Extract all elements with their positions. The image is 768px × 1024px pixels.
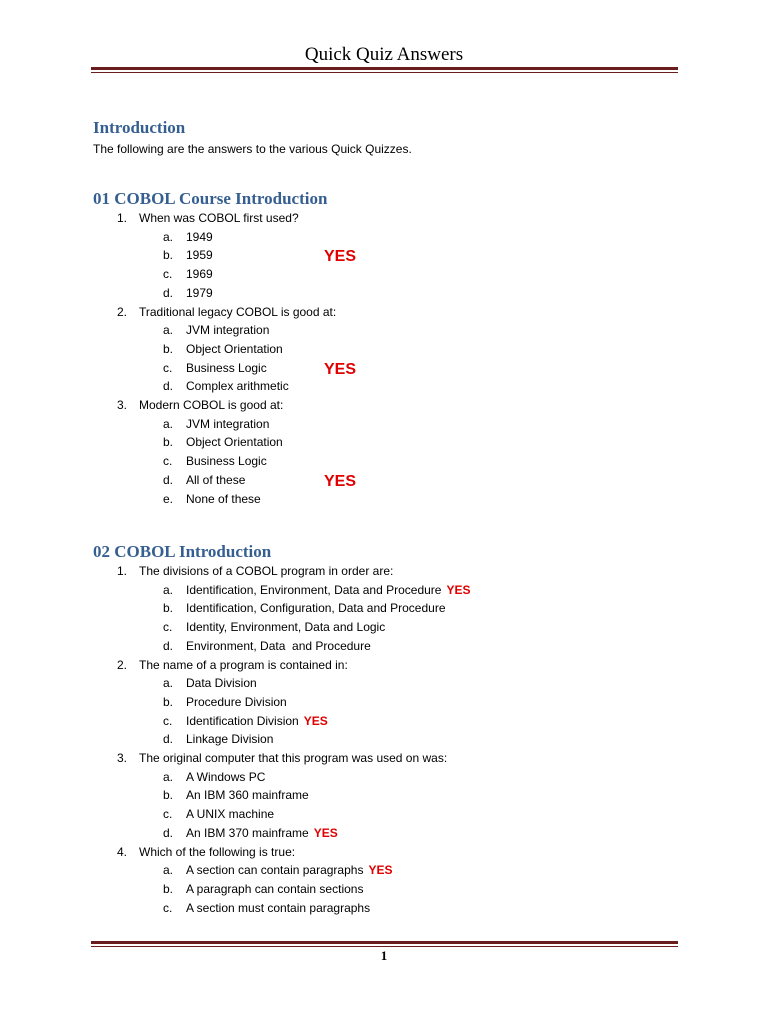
option-letter: a.	[163, 416, 174, 431]
answer-option	[163, 492, 261, 506]
correct-answer-marker: YES	[446, 582, 471, 597]
option-text: Data Division	[186, 676, 257, 691]
option-letter: b.	[163, 435, 174, 450]
answer-option	[163, 639, 371, 653]
option-text: Identification, Configuration, Data and Procedure	[186, 601, 446, 616]
question-text: Modern COBOL is good at:	[139, 398, 284, 412]
option-letter: c.	[163, 807, 173, 822]
option-text: Identification Division	[186, 713, 299, 728]
option-letter: a.	[163, 323, 174, 338]
option-text: An IBM 360 mainframe	[186, 788, 309, 803]
answer-option	[163, 601, 446, 615]
option-text: Object Orientation	[186, 435, 283, 450]
answer-option	[163, 379, 289, 393]
question	[117, 845, 295, 859]
option-letter: a.	[163, 769, 174, 784]
option-letter: b.	[163, 248, 174, 263]
answer-option	[163, 473, 245, 487]
correct-answer-marker: YES	[368, 863, 393, 878]
answer-option	[163, 417, 269, 431]
question-number: 2.	[117, 304, 128, 319]
question-number: 1.	[117, 564, 128, 578]
option-letter: d.	[163, 732, 174, 747]
answer-option	[163, 323, 269, 337]
option-letter: d.	[163, 472, 174, 487]
answer-option	[163, 882, 363, 896]
option-letter: b.	[163, 694, 174, 709]
answer-option	[163, 620, 385, 634]
option-text: Linkage Division	[186, 732, 274, 747]
answer-option	[163, 732, 273, 746]
answer-option	[163, 435, 283, 449]
question-text: The name of a program is contained in:	[139, 657, 348, 672]
option-letter: c.	[163, 267, 173, 282]
option-text: Business Logic	[186, 454, 267, 469]
question-number: 3.	[117, 751, 128, 765]
question-number: 1.	[117, 211, 128, 225]
answer-option	[163, 714, 328, 728]
question-text: The divisions of a COBOL program in order are:	[139, 564, 394, 578]
option-letter: e.	[163, 491, 174, 506]
option-text: JVM integration	[186, 416, 270, 431]
question-number: 4.	[117, 844, 128, 859]
option-text: 1979	[186, 285, 213, 300]
option-letter: b.	[163, 788, 174, 803]
option-text: 1959	[186, 248, 213, 263]
option-letter: b.	[163, 881, 174, 896]
section-heading: 01 COBOL Course Introduction	[93, 189, 328, 208]
option-text: Environment, Data and Procedure	[186, 638, 371, 653]
section-heading: 02 COBOL Introduction	[93, 542, 272, 561]
option-text: A section must contain paragraphs	[186, 900, 371, 915]
answer-option	[163, 807, 274, 821]
page-number: 1	[380, 948, 388, 963]
question-text: Traditional legacy COBOL is good at:	[139, 304, 337, 319]
question	[117, 398, 283, 412]
answer-option	[163, 676, 257, 690]
answer-option	[163, 788, 309, 802]
question	[117, 211, 299, 225]
page-header-title: Quick Quiz Answers	[304, 44, 464, 65]
answer-option	[163, 583, 471, 597]
option-text: A Windows PC	[186, 769, 266, 784]
question	[117, 305, 336, 319]
option-text: All of these	[186, 472, 246, 487]
option-text: JVM integration	[186, 323, 270, 338]
option-letter: d.	[163, 285, 174, 300]
question-text: When was COBOL first used?	[139, 211, 299, 225]
correct-answer-marker: YES	[303, 713, 328, 728]
option-letter: d.	[163, 638, 174, 653]
option-text: Business Logic	[186, 360, 267, 375]
correct-answer-marker: YES	[324, 472, 357, 490]
option-text: Procedure Division	[186, 694, 287, 709]
intro-heading: Introduction	[93, 118, 186, 137]
question	[117, 751, 447, 765]
option-letter: b.	[163, 341, 174, 356]
answer-option	[163, 342, 283, 356]
answer-option	[163, 770, 265, 784]
answer-option	[163, 230, 213, 244]
option-letter: c.	[163, 620, 173, 635]
option-letter: c.	[163, 900, 173, 915]
option-letter: a.	[163, 863, 174, 878]
answer-option	[163, 695, 287, 709]
option-letter: c.	[163, 713, 173, 728]
question	[117, 564, 393, 578]
option-text: Complex arithmetic	[186, 379, 289, 394]
correct-answer-marker: YES	[324, 248, 357, 266]
question-text: Which of the following is true:	[139, 844, 296, 859]
question-text: The original computer that this program was used on was:	[139, 751, 448, 765]
intro-text: The following are the answers to the various Quick Quizzes.	[93, 142, 412, 156]
option-letter: b.	[163, 601, 174, 616]
correct-answer-marker: YES	[324, 360, 357, 378]
option-letter: c.	[163, 360, 173, 375]
question-number: 3.	[117, 398, 128, 412]
option-letter: d.	[163, 379, 174, 394]
option-text: 1949	[186, 229, 213, 244]
option-text: Object Orientation	[186, 341, 283, 356]
answer-option	[163, 267, 213, 281]
question-number: 2.	[117, 657, 128, 672]
footer-divider	[91, 941, 678, 947]
option-letter: c.	[163, 454, 173, 469]
option-text: A paragraph can contain sections	[186, 881, 364, 896]
answer-option	[163, 454, 267, 468]
header-divider	[91, 67, 678, 73]
option-text: A UNIX machine	[186, 807, 275, 822]
question	[117, 658, 348, 672]
option-text: Identity, Environment, Data and Logic	[186, 620, 386, 635]
option-text: A section can contain paragraphs	[186, 863, 364, 878]
option-text: None of these	[186, 491, 261, 506]
option-letter: a.	[163, 676, 174, 691]
answer-option	[163, 248, 213, 262]
option-text: Identification, Environment, Data and Procedure	[186, 582, 442, 597]
option-letter: a.	[163, 229, 174, 244]
answer-option	[163, 826, 338, 840]
answer-option	[163, 863, 392, 877]
answer-option	[163, 901, 370, 915]
option-letter: a.	[163, 582, 174, 597]
correct-answer-marker: YES	[313, 825, 338, 840]
answer-option	[163, 286, 213, 300]
option-text: 1969	[186, 267, 213, 282]
answer-option	[163, 361, 267, 375]
option-letter: d.	[163, 825, 174, 840]
option-text: An IBM 370 mainframe	[186, 825, 309, 840]
